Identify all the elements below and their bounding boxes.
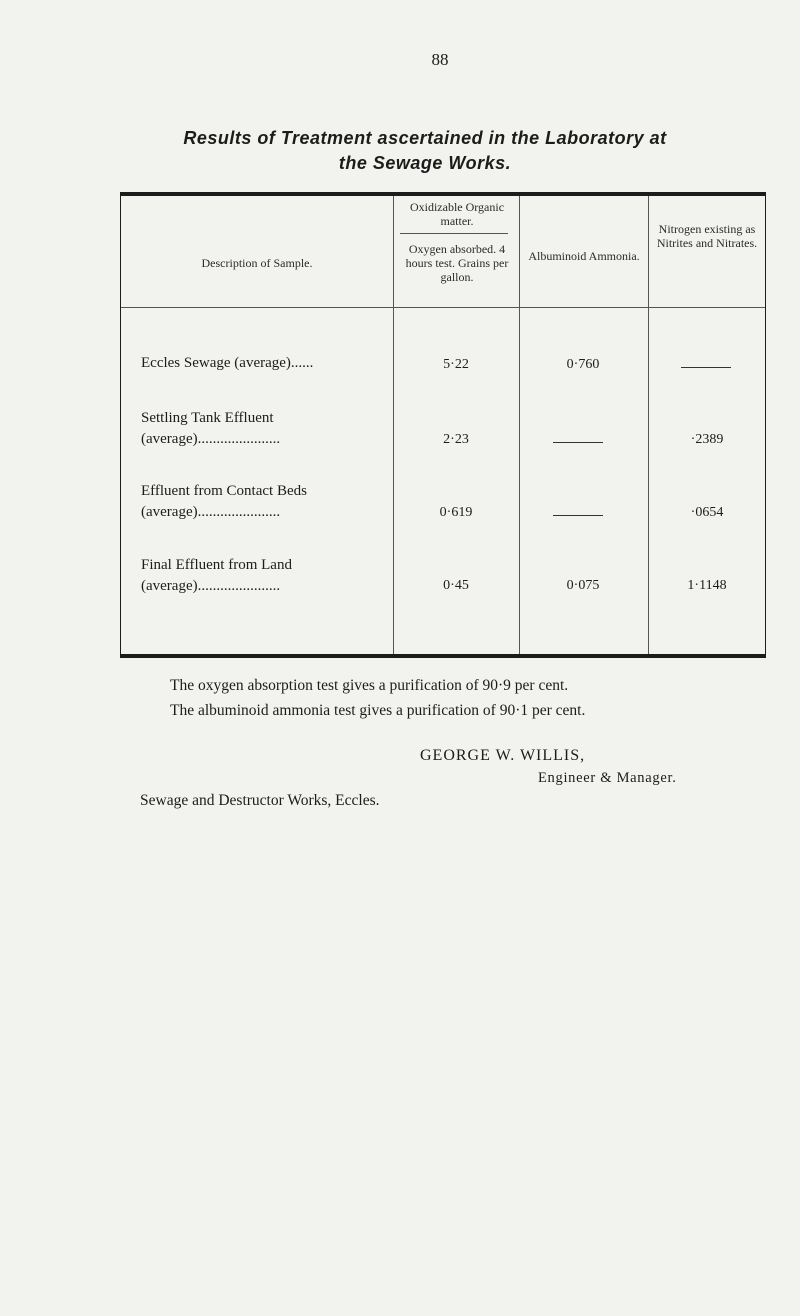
oxygen-purification-note: The oxygen absorption test gives a purification of 90·9 per cent. [170,677,569,694]
signatory-name: GEORGE W. WILLIS, [420,747,586,764]
subheader-rule [400,233,508,234]
row-1-description: Eccles Sewage (average)...... [141,355,314,371]
results-table [120,192,766,658]
page-number: 88 [431,50,449,69]
header-oxidizable-organic-matter: Oxidizable Organic matter. [409,200,505,228]
page-title [60,126,790,176]
header-oxygen-absorbed: Oxygen absorbed. 4 hours test. Grains per gallon. [405,242,509,284]
title-line-1: Results of Treatment ascertained in the Laboratory at [183,128,667,148]
row-1-nitrogen-blank [681,367,731,368]
header-rule [121,307,765,308]
header-nitrogen: Nitrogen existing as Nitrites and Nitrates. [656,222,758,250]
column-rule [519,196,520,654]
row-3-nitrogen: ·0654 [690,505,724,520]
row-4-oxygen-absorbed: 0·45 [443,578,469,593]
header-albuminoid-ammonia: Albuminoid Ammonia. [528,249,640,263]
row-1-albuminoid-ammonia: 0·760 [566,357,600,372]
row-3-albuminoid-blank [553,515,603,516]
row-4-description: Final Effluent from Land (average)...................... [141,557,292,594]
title-line-2: the Sewage Works. [338,153,512,173]
albuminoid-purification-note: The albuminoid ammonia test gives a purification of 90·1 per cent. [170,702,586,719]
row-2-albuminoid-blank [553,442,603,443]
row-3-oxygen-absorbed: 0·619 [439,505,473,520]
column-rule [648,196,649,654]
signatory-title: Engineer & Manager. [538,770,677,786]
column-rule [393,196,394,654]
row-2-description: Settling Tank Effluent (average)...................... [141,410,281,447]
row-2-oxygen-absorbed: 2·23 [443,432,469,447]
works-location: Sewage and Destructor Works, Eccles. [140,792,380,809]
row-4-nitrogen: 1·1148 [687,578,727,593]
header-description: Description of Sample. [201,256,313,270]
row-3-description: Effluent from Contact Beds (average)...................... [141,483,307,520]
row-4-albuminoid-ammonia: 0·075 [566,578,600,593]
row-1-oxygen-absorbed: 5·22 [443,357,469,372]
row-2-nitrogen: ·2389 [690,432,724,447]
